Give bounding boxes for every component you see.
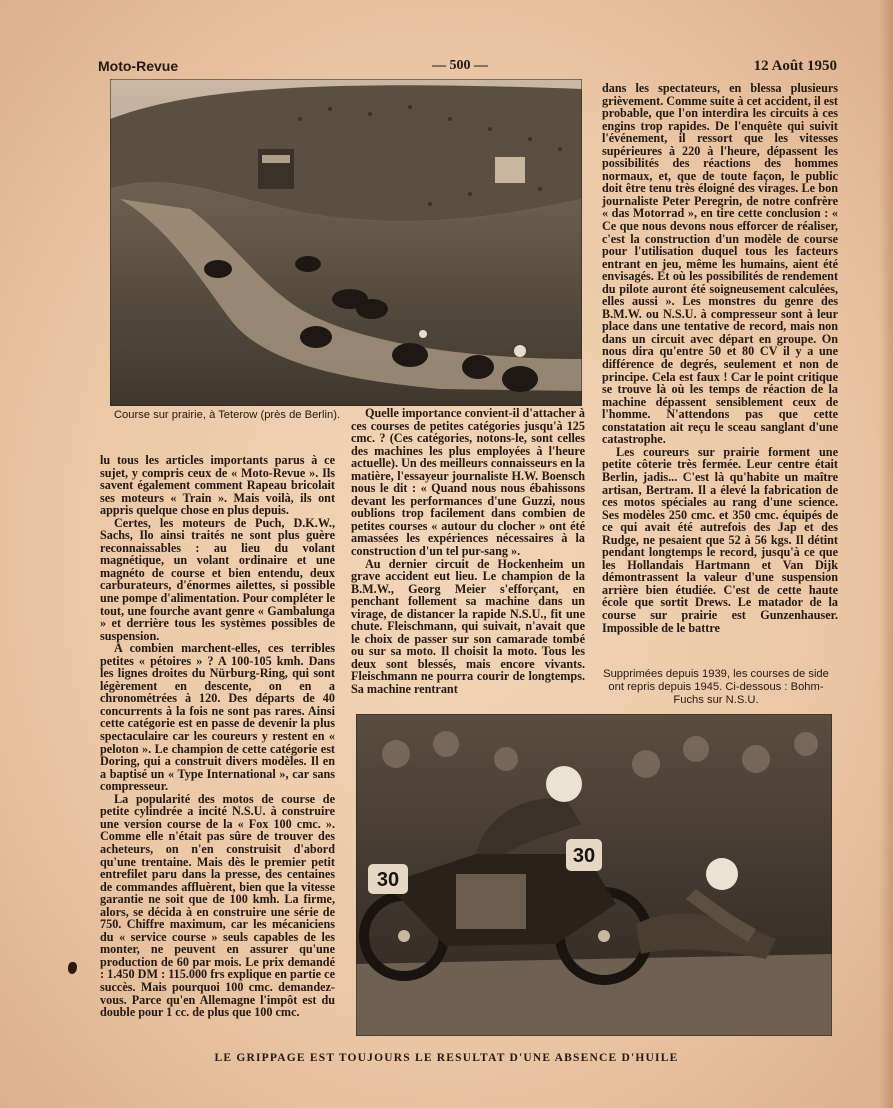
article-column-3 [602, 82, 838, 634]
caption-bottom-photo: Supprimées depuis 1939, les courses de side ont repris depuis 1945. Ci-dessous : Bohm-Fuchs sur N.S.U. [603, 668, 829, 706]
page-edge-shadow [879, 0, 893, 1108]
article-column-2 [351, 407, 585, 696]
magazine-title: Moto-Revue [98, 58, 179, 74]
race-number-left: 30 [376, 869, 400, 891]
ink-spot [68, 962, 77, 974]
issue-date: 12 Août 1950 [753, 58, 837, 74]
paragraph: dans les spectateurs, en blessa plusieurs grièvement. Comme suite à cet accident, il est probable, que l'on interdira les circuits à ces engins trop rapides. De l'enquête qui suivit l'événement, il ressort que les vitesses supérieures à 220 à l'heure, dépassent les possibilités des réactions des hommes normaux, et, que de toute façon, le public doit être tenu très éloigné des virages. Le bon journaliste Peter Peregrin, de notre confrère « das Motorrad », en tire cette conclusion : « Ce que nous devons nous efforcer de réaliser, c'est la construction d'un modèle de course pour l'utilisation duquel tous les facteurs entrant en jeu, même les humains, aient été envisagés. Et où les possibilités de rendement du pilote auront été soigneusement calculées, elles aussi ». Les monstres du genre des B.M.W. ou N.S.U. à compresseur sont à leur place dans une tentative de record, mais non dans un circuit avec départ en groupe. On nous dira qu'entre 50 et 80 CV il y a une différence de degrés, seulement et non de principe. Cela est faux ! Car le point critique se trouve là où les temps de réaction de la machine dépassent sensiblement ceux de l'homme. N'attendons pas que cette constatation ait reçu le sceau sanglant d'une catastrophe. [602, 81, 838, 447]
paragraph: A combien marchent-elles, ces terribles petites « pétoires » ? A 100-105 kmh. Dans les lignes droites du Nürburg-Ring, qui sont légèrement en descente, on en a chronométrées à 120. Des départs de 40 concurrents à la fois ne sont pas rares. Ainsi cette catégorie est en passe de devenir la plus spectaculaire car les coureurs y restent en « peloton ». Le champion de cette catégorie est Doring, qui a construit divers modèles. Il en a baptisé un « Type International », car sans compresseur. [100, 641, 335, 794]
page-number: — 500 — [432, 58, 488, 73]
paragraph: La popularité des motos de course de petite cylindrée a incité N.S.U. à construire une version course de la « Fox 100 cmc. ». Comme elle n'était pas sûre de trouver des acheteurs, on n'en construisit d'abord qu'une trentaine. Mais dès le premier petit entrefilet paru dans la presse, des centaines de commandes affluèrent, bien que la vitesse garantie ne soit que de 100 kmh. La firme, alors, se décida à en construire une série de 750. Chiffre maximum, car les mécaniciens du « service course » seuls capables de les monter, ne peuvent en assurer qu'une production de 60 par mois. Le prix demandé : 1.450 DM : 115.000 frs explique en partie ce succès. Mais pourquoi 100 cmc. demandez-vous. Parce qu'en Allemagne l'impôt est du double pour 1 cc. de plus que 100 cmc. [100, 791, 335, 1020]
paragraph: lu tous les articles importants parus à ce sujet, y compris ceux de « Moto-Revue ». Ils savent également comment Rapeau bricolait ses moteurs « Train ». Mais voilà, ils ont appris quelque chose en plus depuis. [100, 453, 335, 518]
page-footer-slogan: LE GRIPPAGE EST TOUJOURS LE RESULTAT D'UNE ABSENCE D'HUILE [214, 1052, 679, 1064]
photo-grass-track-race [110, 79, 582, 406]
page-header [0, 58, 893, 78]
photo-sidecar-race [356, 714, 832, 1036]
paragraph: Les coureurs sur prairie forment une petite côterie très fermée. Leur centre était Berlin, jadis... C'est là qu'habite un maître artisan, Bertram. Il a élevé la fabrication de ces motos spéciales au rang d'une science. Ses modèles 250 cmc. et 350 cmc. équipés de ce qui avait été autrefois des Jap et des Rudge, ne pesaient que 52 à 56 kgs. Il détint pendant longtemps le record, jusqu'à ce que les Hollandais Hartmann et Van Dijk démontrassent la valeur d'une suspension arrière bien étudiée. C'est de cette haute école que sortit Drews. Le matador de la course sur prairie est Gunzenhauser. Impossible de le battre [602, 444, 838, 635]
paragraph: Au dernier circuit de Hockenheim un grave accident eut lieu. Le champion de la B.M.W., Georg Meier s'efforçant, en penchant follement sa machine dans un virage, de distancer la rapide N.S.U., fit une chute. Fleischmann, qui suivait, n'avait que le choix de passer sur son camarade tombé ou sur sa moto. Il choisit la moto. Tous les deux sont blessés, mais encore vivants. Fleischmann ne pourra courir de longtemps. Sa machine rentrant [351, 556, 585, 697]
article-column-1 [100, 454, 335, 1019]
caption-top-photo: Course sur prairie, à Teterow (près de Berlin). [113, 409, 341, 421]
paragraph: Quelle importance convient-il d'attacher à ces courses de petites catégories jusqu'à 125 cmc. ? (Ces catégories, notons-le, sont celles des machines les plus employées à l'heure actuelle). Un des meilleurs connaisseurs en la matière, l'essayeur journaliste H.W. Boensch nous le dit : « Quand nous nous ébahissons devant les performances d'une Guzzi, nous oublions trop facilement dans combien de petites courses « autour du clocher » ont été amassées les expériences nécessaires à la construction d'un tel pur-sang ». [351, 406, 585, 559]
race-number-front: 30 [572, 845, 596, 867]
paragraph: Certes, les moteurs de Puch, D.K.W., Sachs, Ilo ainsi traités ne sont plus guère reconnaissables : au lieu du volant magnétique, un volant ordinaire et une magnéto de course et bien entendu, deux carburateurs, d'énormes ailettes, si possible une pompe d'alimentation. Pour compléter le tout, une fourche avant genre « Gambalunga » et derrière tous les systèmes possibles de suspension. [100, 515, 335, 643]
